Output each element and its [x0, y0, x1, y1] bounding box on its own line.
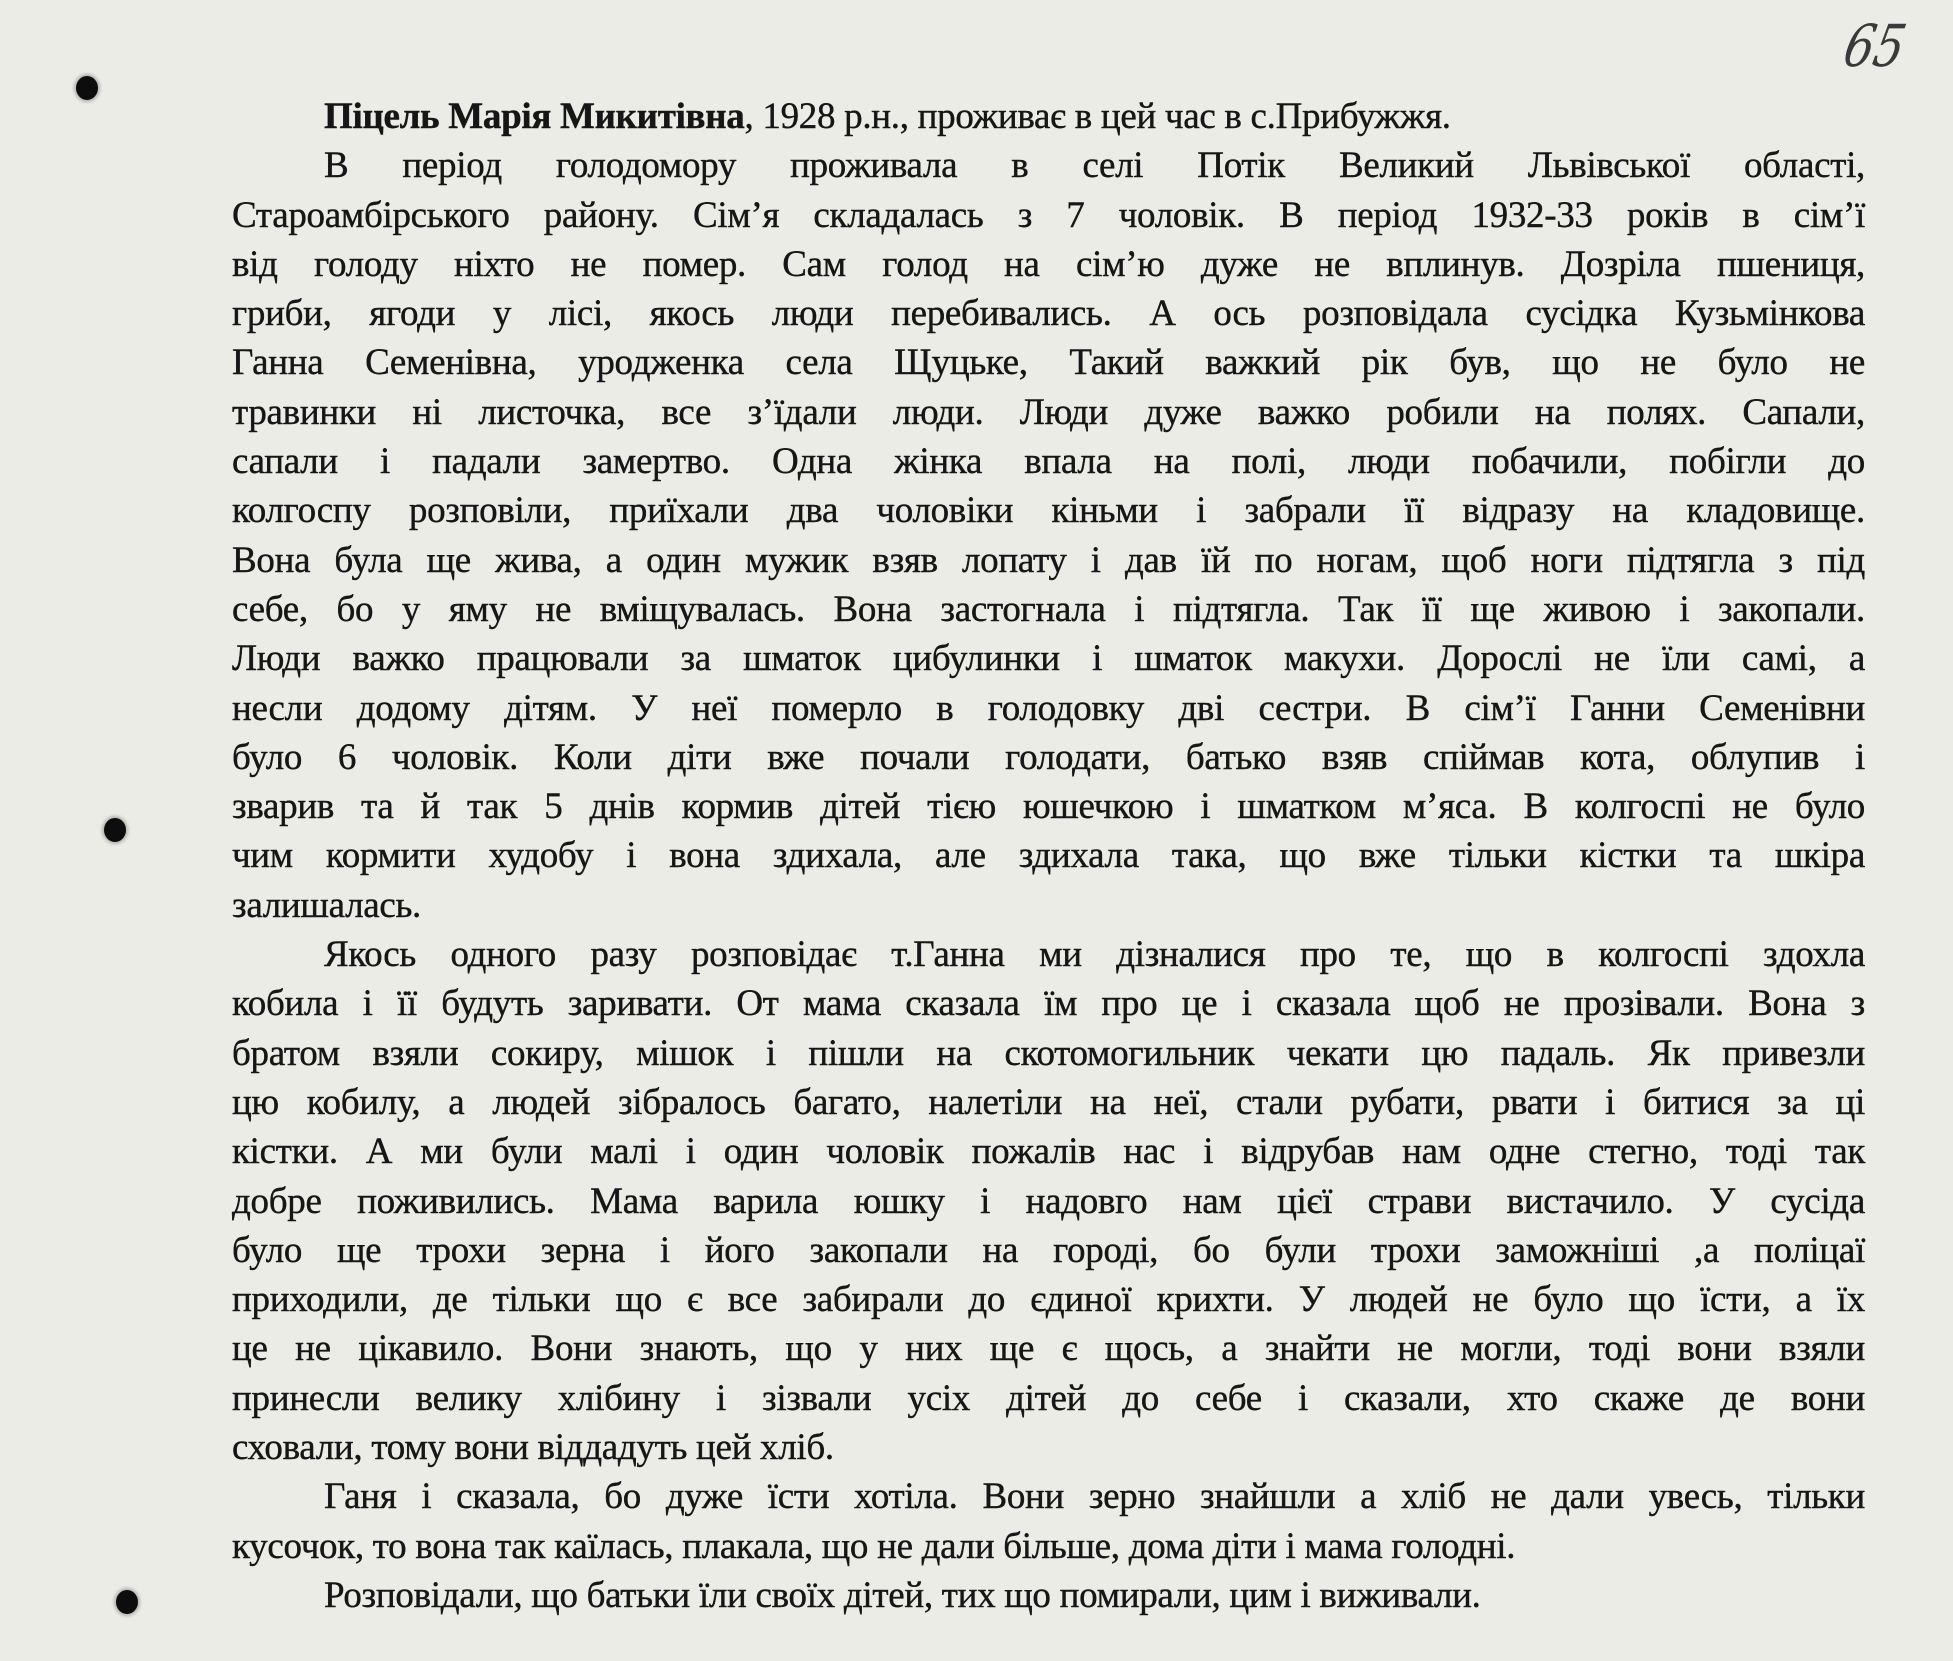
text-line: В період голодомору проживала в селі Потік Великий Львівської області, [324, 145, 1865, 187]
text-line: Вона була ще жива, а один мужик взяв лопату і дав їй по ногам, щоб ноги підтягла з під [232, 539, 1865, 581]
paragraph [232, 1472, 1865, 1571]
text-line: Люди важко працювали за шматок цибулинки і шматок макухи. Дорослі не їли самі, а [232, 638, 1865, 680]
title-details: , 1928 р.н., проживає в цей час в с.Прибужжя. [744, 96, 1451, 137]
text-line: сховали, тому вони віддадуть цей хліб. [232, 1427, 834, 1469]
text-line: залишалась. [232, 884, 421, 926]
text-line: Ганна Семенівна, уродженка села Щуцьке, Такий важкий рік був, що не було не [232, 342, 1865, 384]
text-line: братом взяли сокиру, мішок і пішли на скотомогильник чекати цю падаль. Як привезли [232, 1032, 1865, 1074]
text-line: зварив та й так 5 днів кормив дітей тією юшечкою і шматком м’яса. В колгоспі не було [232, 786, 1865, 828]
text-line: себе, бо у яму не вміщувалась. Вона застогнала і підтягла. Так її ще живою і закопали. [232, 588, 1865, 630]
text-line: це не цікавило. Вони знають, що у них ще є щось, а знайти не могли, тоді вони взяли [232, 1328, 1865, 1370]
text-line: травинки ні листочка, все з’їдали люди. Люди дуже важко робили на полях. Сапали, [232, 391, 1865, 433]
punch-hole [76, 76, 98, 100]
person-name: Піцель Марія Микитівна [324, 96, 745, 137]
text-line: гриби, ягоди у лісі, якось люди перебивались. А ось розповідала сусідка Кузьмінкова [232, 293, 1865, 335]
text-line: приходили, де тільки що є все забирали до єдиної крихти. У людей не було що їсти, а їх [232, 1279, 1865, 1321]
text-line: від голоду ніхто не помер. Сам голод на сім’ю дуже не вплинув. Дозріла пшениця, [232, 243, 1865, 285]
paragraph [232, 930, 1865, 1472]
text-line: сапали і падали замертво. Одна жінка впала на полі, люди побачили, побігли до [232, 441, 1865, 483]
punch-hole [116, 1590, 138, 1614]
title-line [232, 92, 1865, 141]
text-line: кобила і її будуть заривати. От мама сказала їм про це і сказала щоб не прозівали. Вона з [232, 983, 1865, 1025]
text-line: кусочок, то вона так каїлась, плакала, що не дали більше, дома діти і мама голодні. [232, 1525, 1516, 1567]
text-line: цю кобилу, а людей зібралось багато, налетіли на неї, стали рубати, рвати і битися за ці [232, 1081, 1865, 1123]
text-line: кістки. А ми були малі і один чоловік пожалів нас і відрубав нам одне стегно, тоді так [232, 1131, 1865, 1173]
text-line: Староамбірського району. Сім’я складалась з 7 чоловік. В період 1932-33 років в сім’ї [232, 194, 1865, 236]
text-line: добре поживились. Мама варила юшку і надовго нам цієї страви вистачило. У сусіда [232, 1180, 1865, 1222]
text-line: несли додому дітям. У неї померло в голодовку дві сестри. В сім’ї Ганни Семенівни [232, 687, 1865, 729]
text-line: принесли велику хлібину і зізвали усіх дітей до себе і сказали, хто скаже де вони [232, 1377, 1865, 1419]
punch-hole [104, 818, 126, 842]
text-line: було 6 чоловік. Коли діти вже почали голодати, батько взяв спіймав кота, облупив і [232, 736, 1865, 778]
paragraph [232, 141, 1865, 930]
paragraph [232, 1571, 1865, 1620]
text-line: Якось одного разу розповідає т.Ганна ми дізналися про те, що в колгоспі здохла [324, 934, 1865, 976]
handwritten-page-number: 65 [1838, 12, 1912, 80]
text-line: було ще трохи зерна і його закопали на городі, бо були трохи заможніші ,а поліцаї [232, 1229, 1865, 1271]
document-body [232, 92, 1865, 1620]
text-line: колгоспу розповіли, приїхали два чоловіки кіньми і забрали її відразу на кладовище. [232, 490, 1865, 532]
text-line: Ганя і сказала, бо дуже їсти хотіла. Вони зерно знайшли а хліб не дали увесь, тільки [324, 1476, 1865, 1518]
text-line: чим кормити худобу і вона здихала, але здихала така, що вже тільки кістки та шкіра [232, 835, 1865, 877]
text-line: Розповідали, що батьки їли своїх дітей, тих що помирали, цим і виживали. [324, 1574, 1481, 1616]
